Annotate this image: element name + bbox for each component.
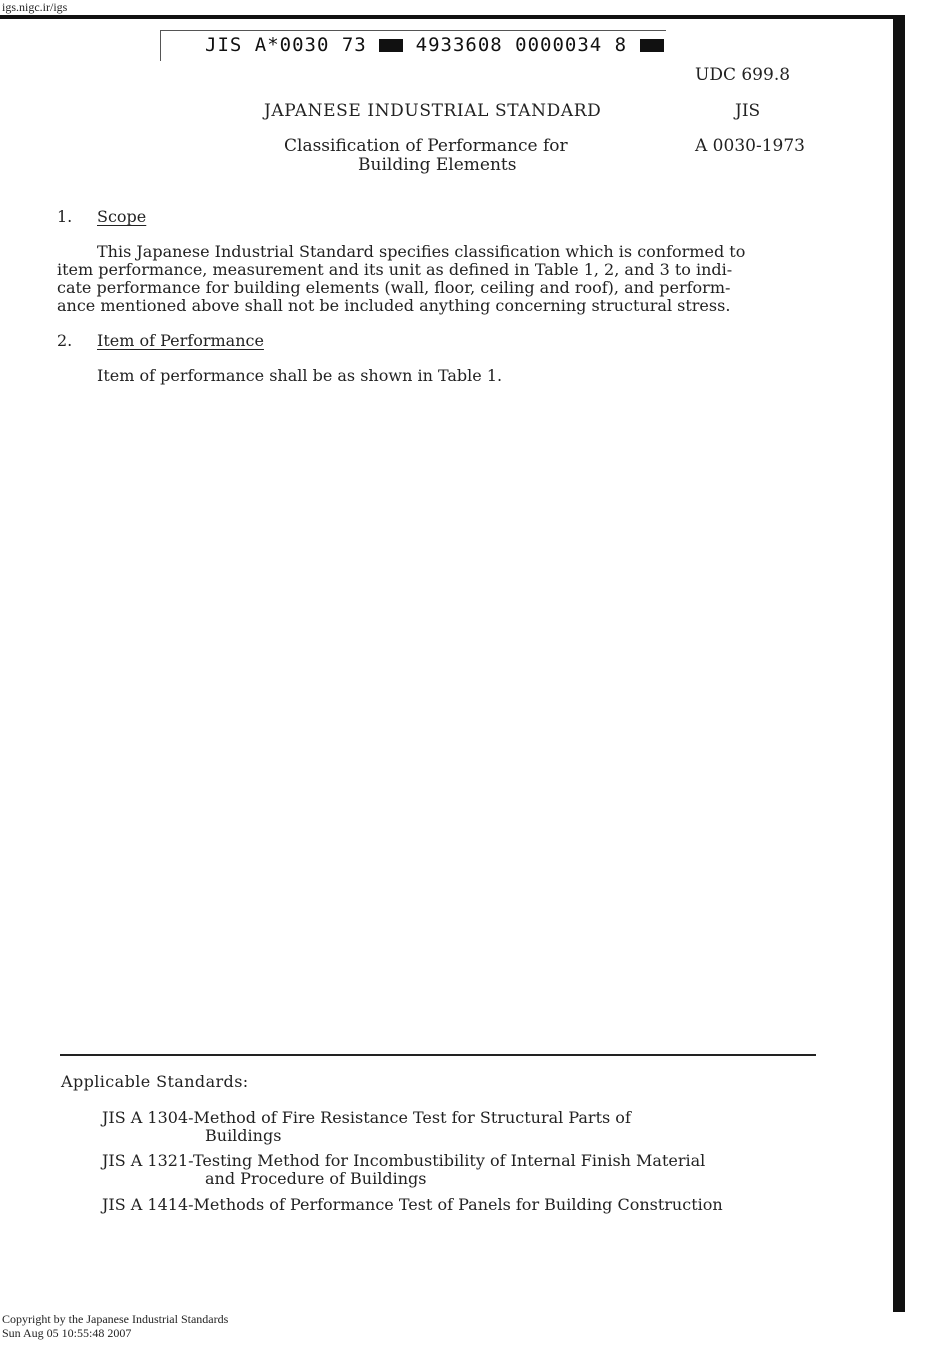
scope-line: cate performance for building elements (wall, floor, ceiling and roof), and perform-	[57, 278, 731, 297]
doc-code	[205, 34, 664, 56]
scope-line: item performance, measurement and its unit as defined in Table 1, 2, and 3 to indi-	[57, 260, 733, 279]
applicable-standards-heading: Applicable Standards:	[61, 1072, 249, 1091]
item-of-performance-text: Item of performance shall be as shown in Table 1.	[97, 366, 503, 385]
standard-name: JAPANESE INDUSTRIAL STANDARD	[264, 101, 602, 121]
section-title-item-of-performance: Item of Performance	[97, 331, 264, 350]
section-title-scope: Scope	[97, 207, 147, 226]
jis-label: JIS	[735, 101, 761, 121]
applicable-standard-item-cont: and Procedure of Buildings	[205, 1169, 427, 1188]
scan-right-border	[893, 15, 905, 1312]
doc-code-block-mark	[640, 39, 664, 52]
scope-line: ance mentioned above shall not be included anything concerning structural stress.	[57, 296, 731, 315]
udc-number: UDC 699.8	[695, 65, 791, 85]
document-title-line2: Building Elements	[358, 155, 517, 175]
section-number: 2.	[57, 331, 73, 350]
applicable-standard-item-cont: Buildings	[205, 1126, 282, 1145]
scope-line: This Japanese Industrial Standard specifies classification which is conformed to	[97, 242, 746, 261]
doc-code-block-mark	[379, 39, 403, 52]
section-number: 1.	[57, 207, 73, 226]
applicable-standard-item: JIS A 1414-Methods of Performance Test of Panels for Building Construction	[102, 1195, 723, 1214]
source-url: igs.nigc.ir/igs	[2, 0, 68, 14]
doc-code-part1: JIS A*0030 73	[205, 34, 367, 56]
copyright-notice	[2, 1312, 228, 1340]
copyright-line: Copyright by the Japanese Industrial Standards	[2, 1312, 229, 1326]
applicable-standard-item: JIS A 1304-Method of Fire Resistance Test for Structural Parts of	[102, 1108, 631, 1127]
scan-top-border	[0, 15, 903, 19]
doc-code-part2: 4933608 0000034 8	[415, 34, 628, 56]
footnote-divider	[60, 1054, 816, 1056]
applicable-standard-item: JIS A 1321-Testing Method for Incombustibility of Internal Finish Material	[102, 1151, 706, 1170]
standard-number: A 0030-1973	[695, 136, 805, 156]
document-title-line1: Classification of Performance for	[284, 136, 568, 156]
copyright-timestamp: Sun Aug 05 10:55:48 2007	[2, 1326, 132, 1340]
